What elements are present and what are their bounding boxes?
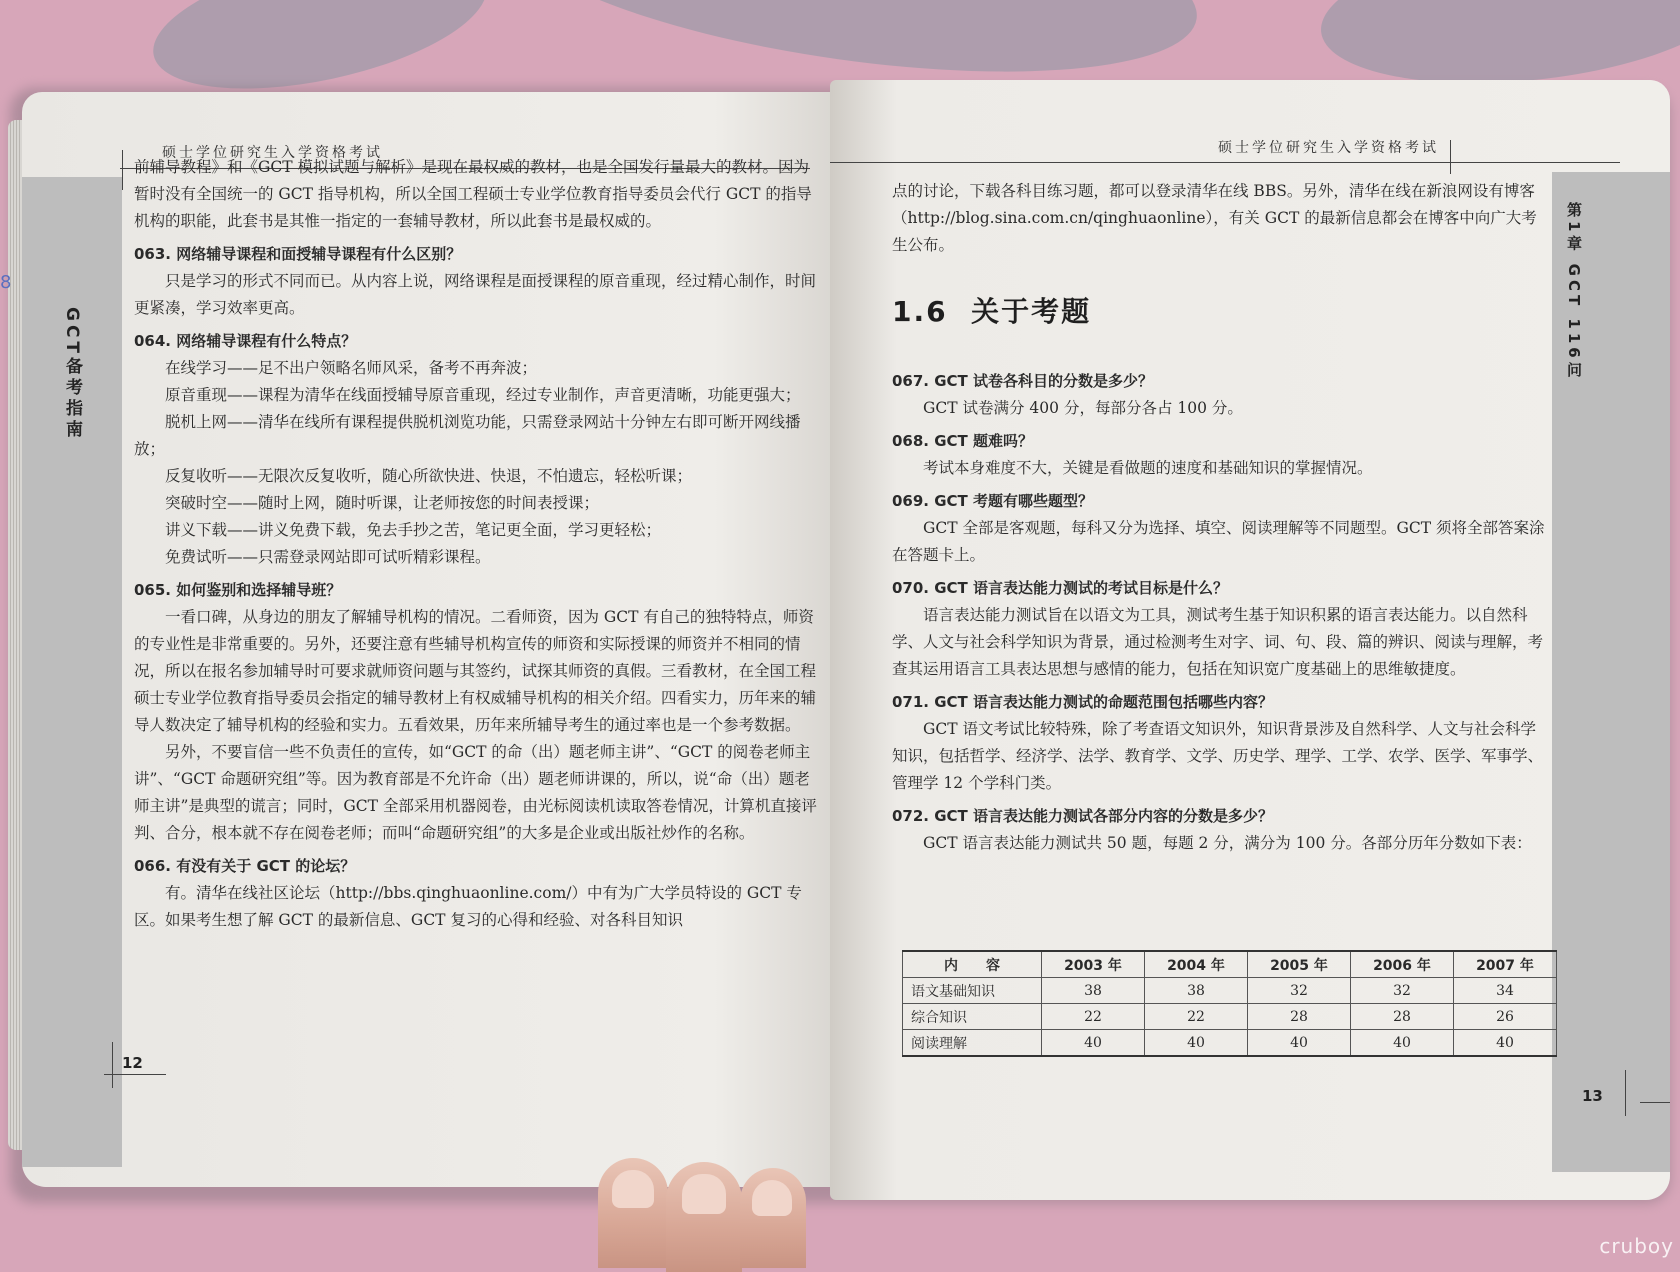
section-title: 关于考题 — [971, 295, 1092, 328]
table-cell: 22 — [1041, 1004, 1144, 1030]
table-row — [903, 1004, 1557, 1030]
right-body-text — [892, 362, 1550, 857]
table-cell: 32 — [1247, 978, 1350, 1004]
watermark: cruboy — [1599, 1234, 1674, 1258]
header-tick — [122, 150, 123, 190]
paragraph: 原音重现——课程为清华在线面授辅导原音重现，经过专业制作，声音更清晰，功能更强大； — [165, 386, 801, 404]
footer-tick — [112, 1042, 113, 1088]
table-cell: 40 — [1144, 1030, 1247, 1057]
question-heading: 070. GCT 语言表达能力测试的考试目标是什么？ — [892, 579, 1229, 597]
fingernail — [752, 1180, 792, 1216]
fingernail — [682, 1174, 726, 1214]
question-heading: 067. GCT 试卷各科目的分数是多少？ — [892, 372, 1154, 390]
footer-rule — [104, 1074, 166, 1075]
paragraph: 有。清华在线社区论坛（http://bbs.qinghuaonline.com/）中有为广大学员特设的 GCT 专区。如果考生想了解 GCT 的最新信息、GCT 复习的心得和经验、对各科目知识 — [134, 884, 802, 929]
table-cell: 40 — [1453, 1030, 1556, 1057]
table-header-cell: 2004 年 — [1144, 951, 1247, 978]
table-cell: 26 — [1453, 1004, 1556, 1030]
right-page — [830, 80, 1670, 1200]
table-cell: 阅读理解 — [903, 1030, 1042, 1057]
left-body-text — [134, 154, 824, 934]
score-table — [902, 950, 1557, 1057]
table-header-cell: 2005 年 — [1247, 951, 1350, 978]
paragraph: 讲义下载——讲义免费下载，免去手抄之苦，笔记更全面，学习更轻松； — [165, 521, 662, 539]
table-cell: 38 — [1144, 978, 1247, 1004]
paragraph: GCT 语文考试比较特殊，除了考查语文知识外，知识背景涉及自然科学、人文与社会科学知识，包括哲学、经济学、法学、教育学、文学、历史学、理学、工学、农学、医学、军事学、管理学 12 个学科门类。 — [892, 720, 1544, 792]
paragraph: 一看口碑，从身边的朋友了解辅导机构的情况。二看师资，因为 GCT 有自己的独特特点，师资的专业性是非常重要的。另外，还要注意有些辅导机构宣传的师资和实际授课的师资并不相同的情况，所以在报名参加辅导时可要求就师资问题与其签约，试探其师资的真假。三看教材，在全国工程硕士专业学位教育指导委员会指定的辅导教材上有权威辅导机构的相关介绍。四看实力，历年来的辅导人数决定了辅导机构的经验和实力。五看效果，历年来所辅导考生的通过率也是一个参考数据。 — [134, 608, 817, 734]
paragraph: 在线学习——足不出户领略名师风采，备考不再奔波； — [165, 359, 538, 377]
left-side-bar — [22, 177, 122, 1167]
header-rule — [830, 162, 1620, 163]
table-cell: 40 — [1247, 1030, 1350, 1057]
paragraph: 语言表达能力测试旨在以语文为工具，测试考生基于知识积累的语言表达能力。以自然科学、人文与社会科学知识为背景，通过检测考生对字、词、句、段、篇的辨识、阅读与理解，考查其运用语言工具表达思想与感情的能力，包括在知识宽广度基础上的思维敏捷度。 — [892, 606, 1544, 678]
table-header-row — [903, 951, 1557, 978]
table-row — [903, 1030, 1557, 1057]
table-header-cell: 2006 年 — [1350, 951, 1453, 978]
paragraph: GCT 语言表达能力测试共 50 题，每题 2 分，满分为 100 分。各部分历年分数如下表： — [923, 834, 1532, 852]
question-heading: 063. 网络辅导课程和面授辅导课程有什么区别？ — [134, 245, 462, 263]
paragraph: GCT 全部是客观题，每科又分为选择、填空、阅读理解等不同题型。GCT 须将全部答案涂在答题卡上。 — [892, 519, 1545, 564]
footer-tick — [1625, 1070, 1626, 1116]
paragraph: 点的讨论，下载各科目练习题，都可以登录清华在线 BBS。另外，清华在线在新浪网设有博客（http://blog.sina.com.cn/qinghuaonline），有关 GCT 的最新信息都会在博客中向广大考生公布。 — [892, 182, 1537, 254]
question-heading: 064. 网络辅导课程有什么特点？ — [134, 332, 357, 350]
table-cell: 32 — [1350, 978, 1453, 1004]
table-cell: 22 — [1144, 1004, 1247, 1030]
question-heading: 072. GCT 语言表达能力测试各部分内容的分数是多少？ — [892, 807, 1274, 825]
question-heading: 071. GCT 语言表达能力测试的命题范围包括哪些内容？ — [892, 693, 1274, 711]
question-heading: 065. 如何鉴别和选择辅导班？ — [134, 581, 342, 599]
page-number: 13 — [1582, 1087, 1603, 1105]
fingernail — [612, 1170, 654, 1208]
footer-rule — [1640, 1102, 1670, 1103]
paragraph: 突破时空——随时上网，随时听课，让老师按您的时间表授课； — [165, 494, 600, 512]
paragraph: 免费试听——只需登录网站即可试听精彩课程。 — [165, 548, 491, 566]
table-header-cell: 2007 年 — [1453, 951, 1556, 978]
table-cell: 40 — [1041, 1030, 1144, 1057]
table-cell: 38 — [1041, 978, 1144, 1004]
table-cell: 34 — [1453, 978, 1556, 1004]
paragraph: GCT 试卷满分 400 分，每部分各占 100 分。 — [923, 399, 1243, 417]
right-side-bar — [1552, 172, 1670, 1172]
table-header-cell: 内 容 — [903, 951, 1042, 978]
question-heading: 066. 有没有关于 GCT 的论坛？ — [134, 857, 356, 875]
side-title: GCT备考指南 — [62, 307, 82, 442]
paragraph: 反复收听——无限次反复收听，随心所欲快进、快退，不怕遗忘，轻松听课； — [165, 467, 693, 485]
paragraph: 另外，不要盲信一些不负责任的宣传，如“GCT 的命（出）题老师主讲”、“GCT 的阅卷老师主讲”、“GCT 命题研究组”等。因为教育部是不允许命（出）题老师讲课的，所以，说“命（出）题老师主讲”是典型的谎言；同时，GCT 全部采用机器阅卷，由光标阅读机读取答卷情况，计算机直接评判、合分，根本就不存在阅卷老师；而叫“命题研究组”的大多是企业或出版社炒作的名称。 — [134, 743, 817, 842]
left-header: 硕士学位研究生入学资格考试 — [162, 145, 383, 161]
paragraph: 脱机上网——清华在线所有课程提供脱机浏览功能，只需登录网站十分钟左右即可断开网线播放； — [134, 413, 801, 458]
table-cell: 综合知识 — [903, 1004, 1042, 1030]
section-heading — [892, 290, 1091, 330]
table-header-cell: 2003 年 — [1041, 951, 1144, 978]
question-heading: 069. GCT 考题有哪些题型？ — [892, 492, 1094, 510]
table-cell: 28 — [1350, 1004, 1453, 1030]
paragraph: 只是学习的形式不同而已。从内容上说，网络课程是面授课程的原音重现，经过精心制作，时间更紧凑，学习效率更高。 — [134, 272, 817, 317]
table-cell: 语文基础知识 — [903, 978, 1042, 1004]
table-row — [903, 978, 1557, 1004]
question-heading: 068. GCT 题难吗？ — [892, 432, 1034, 450]
side-title: 第1章 GCT 116问 — [1565, 202, 1583, 381]
left-page — [22, 92, 837, 1187]
margin-mark: 8 — [0, 272, 12, 293]
paragraph: 考试本身难度不大，关键是看做题的速度和基础知识的掌握情况。 — [923, 459, 1373, 477]
paragraph: 前辅导教程》和《GCT 模拟试题与解析》是现在最权威的教材，也是全国发行量最大的教材。因为暂时没有全国统一的 GCT 指导机构，所以全国工程硕士专业学位教育指导委员会代行 GCT 的指导机构的职能，此套书是其惟一指定的一套辅导教材，所以此套书是最权威的。 — [134, 158, 812, 230]
section-number: 1.6 — [892, 295, 948, 328]
page-number: 12 — [122, 1054, 143, 1072]
header-tick — [1450, 140, 1451, 174]
right-header: 硕士学位研究生入学资格考试 — [1218, 140, 1439, 156]
table-cell: 40 — [1350, 1030, 1453, 1057]
table-cell: 28 — [1247, 1004, 1350, 1030]
right-body-text-top — [892, 178, 1550, 259]
